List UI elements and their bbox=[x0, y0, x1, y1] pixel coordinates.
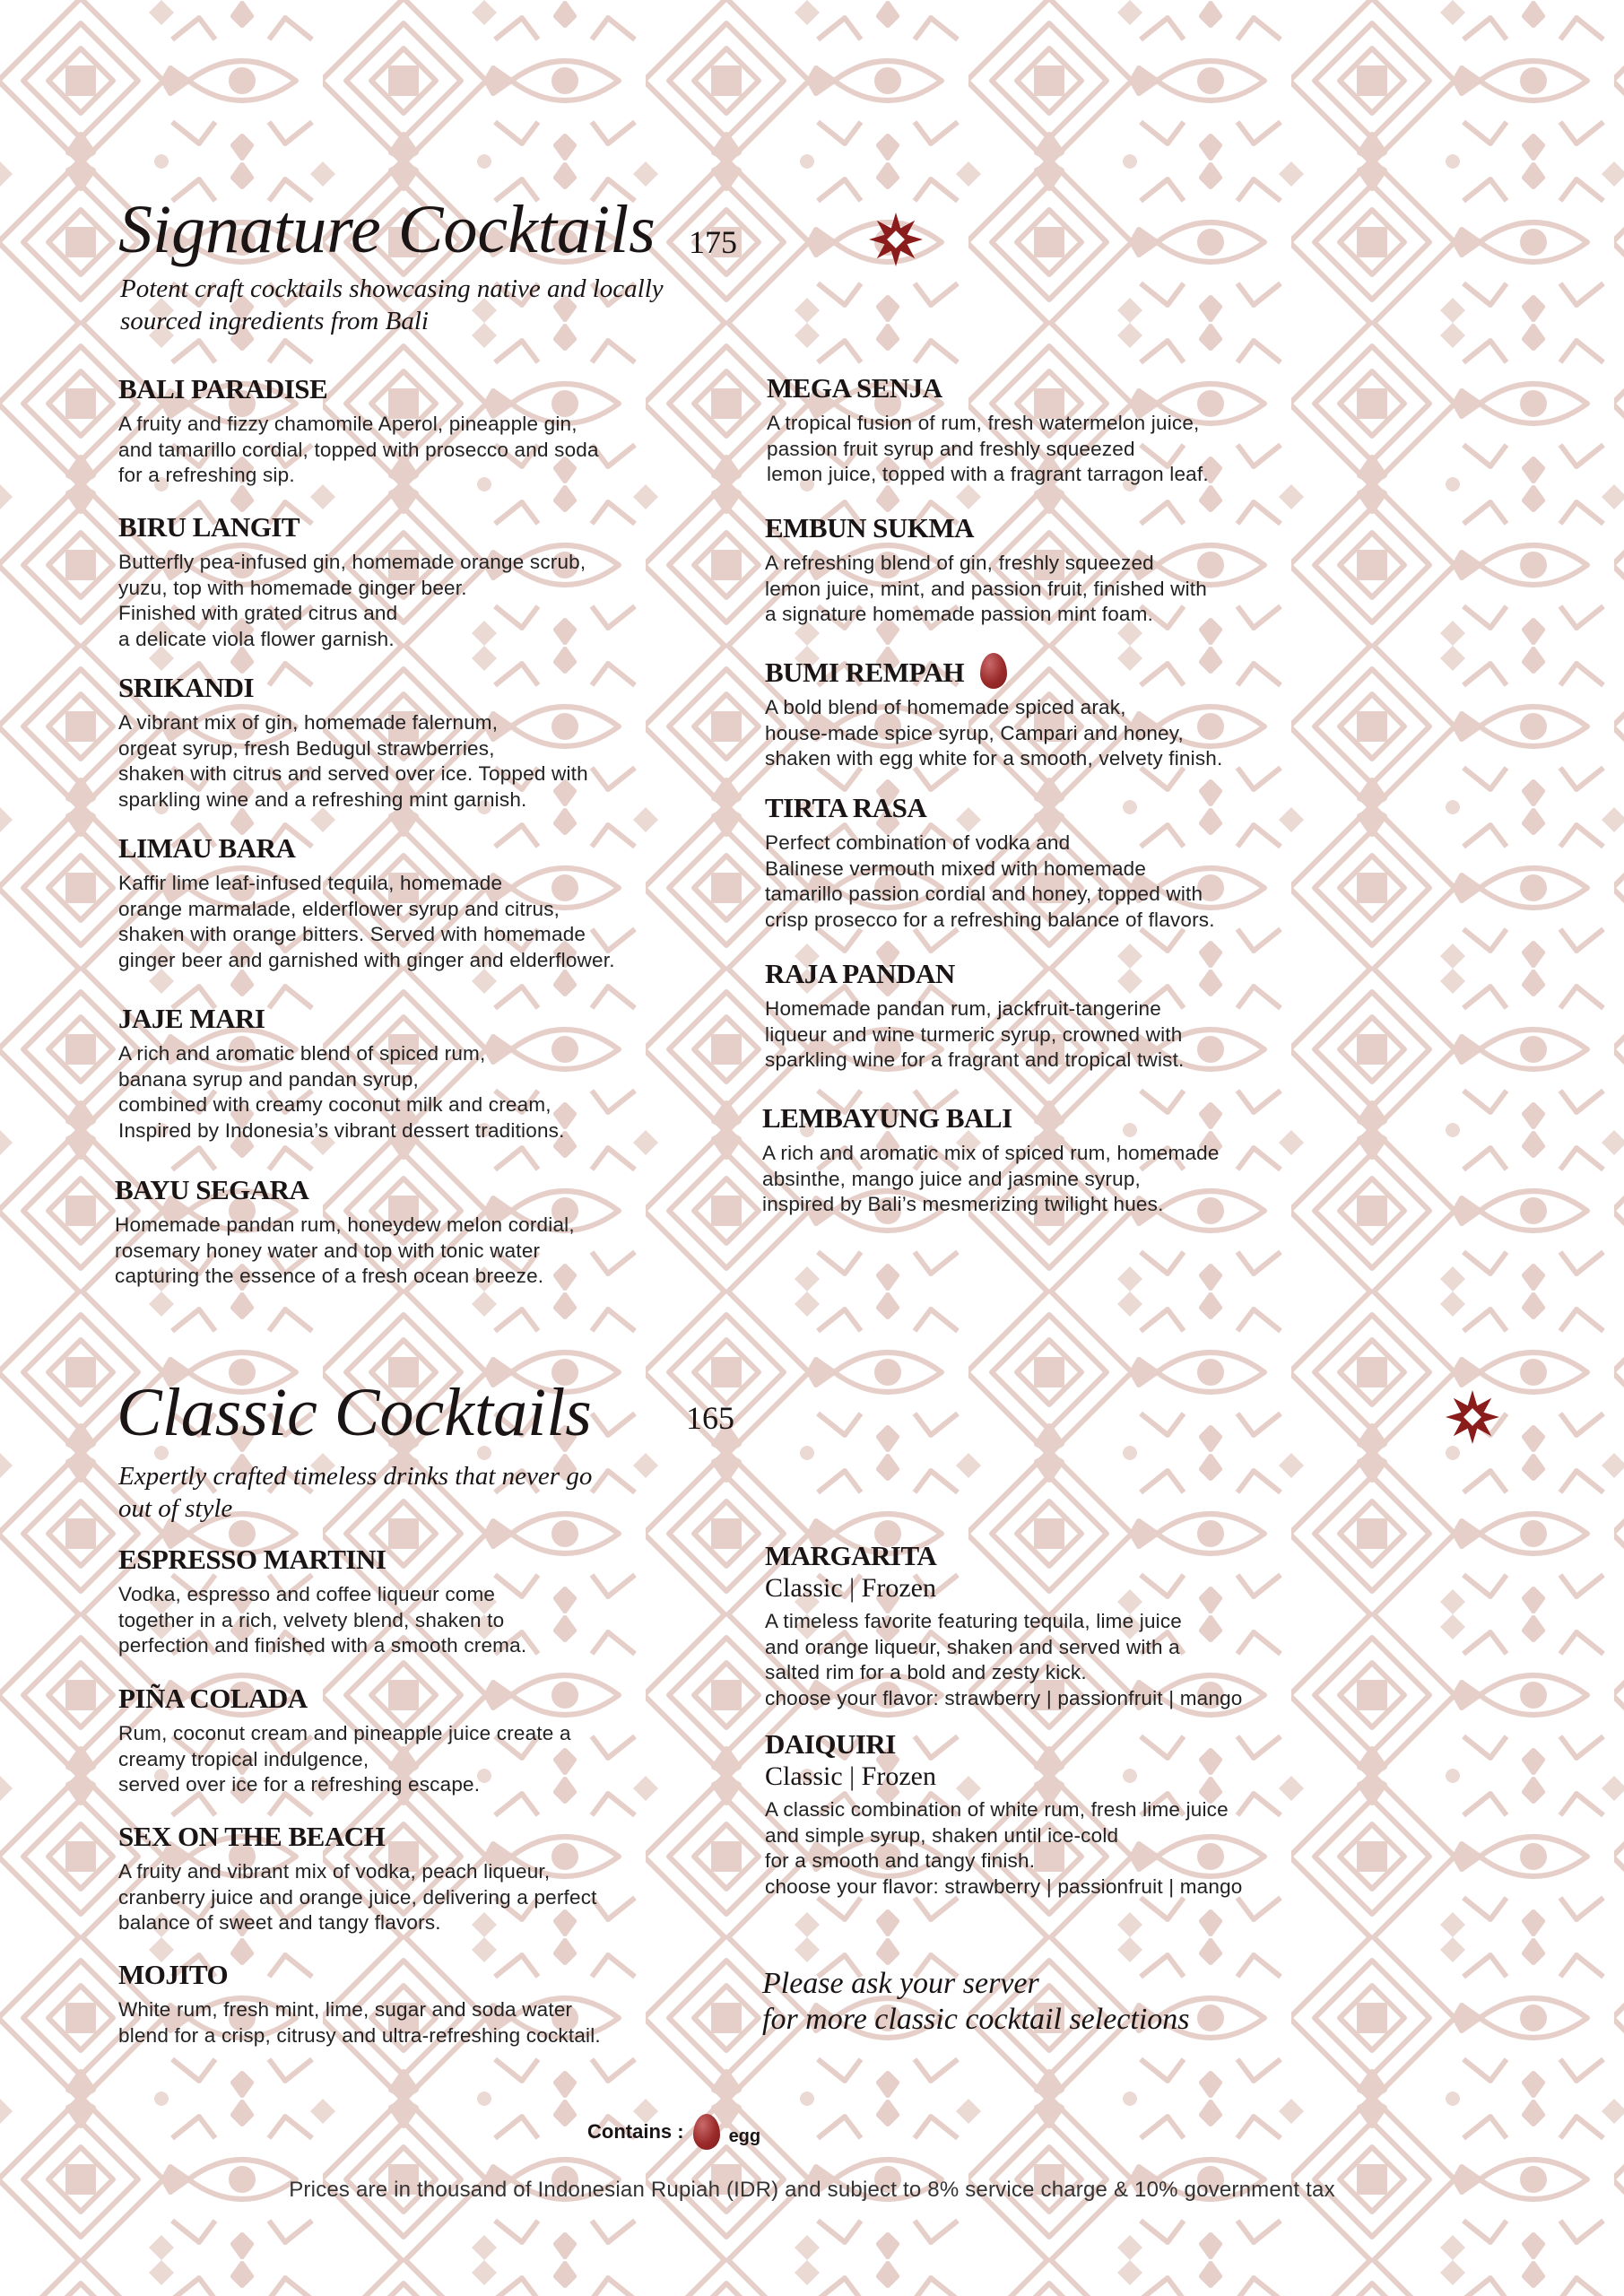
menu-item bbox=[118, 1682, 728, 1798]
item-description: A bold blend of homemade spiced arak, house-made spice syrup, Campari and honey, shaken with egg white for a smooth, velvety finish. bbox=[765, 696, 1223, 770]
item-name: BALI PARADISE bbox=[118, 373, 328, 404]
menu-item bbox=[765, 1727, 1375, 1900]
menu-item bbox=[118, 372, 728, 489]
item-name bbox=[765, 653, 1375, 690]
item-description: White rum, fresh mint, lime, sugar and soda water blend for a crisp, citrusy and ultra-refreshing cocktail. bbox=[118, 1998, 601, 2047]
item-description: A tropical fusion of rum, fresh watermelon juice, passion fruit syrup and freshly squeezed lemon juice, topped with a fragrant tarragon leaf. bbox=[767, 412, 1209, 485]
item-variant: Classic | Frozen bbox=[765, 1573, 936, 1603]
item-name: BAYU SEGARA bbox=[115, 1174, 309, 1205]
item-name: SEX ON THE BEACH bbox=[118, 1821, 386, 1852]
egg-icon bbox=[980, 653, 1007, 689]
item-name: EMBUN SUKMA bbox=[765, 512, 975, 544]
price-disclaimer: Prices are in thousand of Indonesian Rupiah (IDR) and subject to 8% service charge & 10% government tax bbox=[289, 2178, 1335, 2202]
item-description: Butterfly pea-infused gin, homemade orange scrub, yuzu, top with homemade ginger beer. Finished with grated citrus and a delicate viola flower garnish. bbox=[118, 551, 586, 650]
legend-label: Contains : bbox=[587, 2120, 684, 2143]
item-description: Homemade pandan rum, jackfruit-tangerine liqueur and wine turmeric syrup, crowned with sparkling wine for a fragrant and tropical twist. bbox=[765, 997, 1185, 1071]
item-description: A fruity and vibrant mix of vodka, peach liqueur, cranberry juice and orange juice, delivering a perfect balance of sweet and tangy flavors. bbox=[118, 1860, 597, 1934]
item-description: Rum, coconut cream and pineapple juice create a creamy tropical indulgence, served over ice for a refreshing escape. bbox=[118, 1722, 571, 1796]
classic-subtitle: Expertly crafted timeless drinks that never go out of style bbox=[118, 1462, 593, 1523]
menu-item bbox=[118, 510, 728, 652]
menu-item bbox=[115, 1173, 725, 1290]
item-name: PIÑA COLADA bbox=[118, 1683, 308, 1714]
batik-star-icon bbox=[1444, 1388, 1501, 1446]
item-name-text: BUMI REMPAH bbox=[765, 657, 965, 688]
item-name: LIMAU BARA bbox=[118, 832, 296, 864]
menu-item bbox=[765, 511, 1375, 628]
item-description: A timeless favorite featuring tequila, lime juice and orange liqueur, shaken and served with a salted rim for a bold and zesty kick. choose your flavor: strawberry | passionfruit | mango bbox=[765, 1610, 1243, 1709]
batik-star-icon bbox=[867, 211, 925, 268]
item-name: RAJA PANDAN bbox=[765, 958, 955, 989]
item-name: TIRTA RASA bbox=[765, 792, 927, 823]
ask-server-note: Please ask your server for more classic cocktail selections bbox=[762, 1967, 1190, 2036]
item-name: ESPRESSO MARTINI bbox=[118, 1544, 386, 1575]
item-description: A refreshing blend of gin, freshly squeezed lemon juice, mint, and passion fruit, finished with a signature homemade passion mint foam. bbox=[765, 552, 1207, 625]
menu-item bbox=[118, 671, 728, 813]
menu-item bbox=[118, 1958, 746, 2048]
menu-item bbox=[762, 1101, 1372, 1218]
menu-item bbox=[765, 1539, 1375, 1711]
menu-item bbox=[765, 957, 1375, 1074]
menu-item bbox=[118, 831, 746, 973]
classic-title: Classic Cocktails bbox=[117, 1375, 592, 1450]
item-name: MOJITO bbox=[118, 1959, 229, 1990]
menu-item bbox=[118, 1543, 728, 1659]
menu-item bbox=[118, 1820, 746, 1936]
menu-item bbox=[118, 1002, 728, 1144]
signature-title: Signature Cocktails bbox=[118, 192, 656, 267]
item-description: A rich and aromatic mix of spiced rum, homemade absinthe, mango juice and jasmine syrup, inspired by Bali’s mesmerizing twilight hues. bbox=[762, 1142, 1220, 1215]
item-name: LEMBAYUNG BALI bbox=[762, 1102, 1012, 1134]
item-name: DAIQUIRI bbox=[765, 1728, 896, 1760]
signature-subtitle: Potent craft cocktails showcasing native and locally sourced ingredients from Bali bbox=[120, 274, 664, 335]
item-name: MARGARITA bbox=[765, 1540, 937, 1571]
item-description: A rich and aromatic blend of spiced rum, banana syrup and pandan syrup, combined with creamy coconut milk and cream, Inspired by Indonesia’s vibrant dessert traditions. bbox=[118, 1042, 565, 1142]
item-description: A vibrant mix of gin, homemade falernum, orgeat syrup, fresh Bedugul strawberries, shaken with citrus and served over ice. Topped with sparkling wine and a refreshing mint garnish. bbox=[118, 711, 588, 811]
item-name: JAJE MARI bbox=[118, 1003, 265, 1034]
item-name: BIRU LANGIT bbox=[118, 511, 300, 543]
item-description: Homemade pandan rum, honeydew melon cordial, rosemary honey water and top with tonic water capturing the essence of a fresh ocean breeze. bbox=[115, 1213, 575, 1287]
egg-icon bbox=[693, 2114, 720, 2150]
menu-item bbox=[765, 791, 1375, 933]
signature-price: 175 bbox=[689, 224, 737, 260]
menu-item bbox=[765, 653, 1375, 772]
classic-price: 165 bbox=[686, 1400, 734, 1436]
item-name: MEGA SENJA bbox=[767, 372, 942, 404]
allergen-legend bbox=[587, 2112, 760, 2152]
item-description: Vodka, espresso and coffee liqueur come together in a rich, velvety blend, shaken to perfection and finished with a smooth crema. bbox=[118, 1583, 527, 1657]
item-description: A classic combination of white rum, fresh lime juice and simple syrup, shaken until ice-cold for a smooth and tangy finish. choose your flavor: strawberry | passionfruit | mango bbox=[765, 1798, 1243, 1898]
legend-egg-label: egg bbox=[728, 2126, 761, 2146]
item-name: SRIKANDI bbox=[118, 672, 255, 703]
item-description: A fruity and fizzy chamomile Aperol, pineapple gin, and tamarillo cordial, topped with prosecco and soda for a refreshing sip. bbox=[118, 413, 599, 486]
menu-item bbox=[767, 371, 1376, 488]
item-variant: Classic | Frozen bbox=[765, 1761, 936, 1791]
item-description: Kaffir lime leaf-infused tequila, homemade orange marmalade, elderflower syrup and citrus, shaken with orange bitters. Served with homemade ginger beer and garnished with ginger and elderflower. bbox=[118, 872, 615, 971]
item-description: Perfect combination of vodka and Balinese vermouth mixed with homemade tamarillo passion cordial and honey, topped with crisp prosecco for a refreshing balance of flavors. bbox=[765, 831, 1215, 931]
